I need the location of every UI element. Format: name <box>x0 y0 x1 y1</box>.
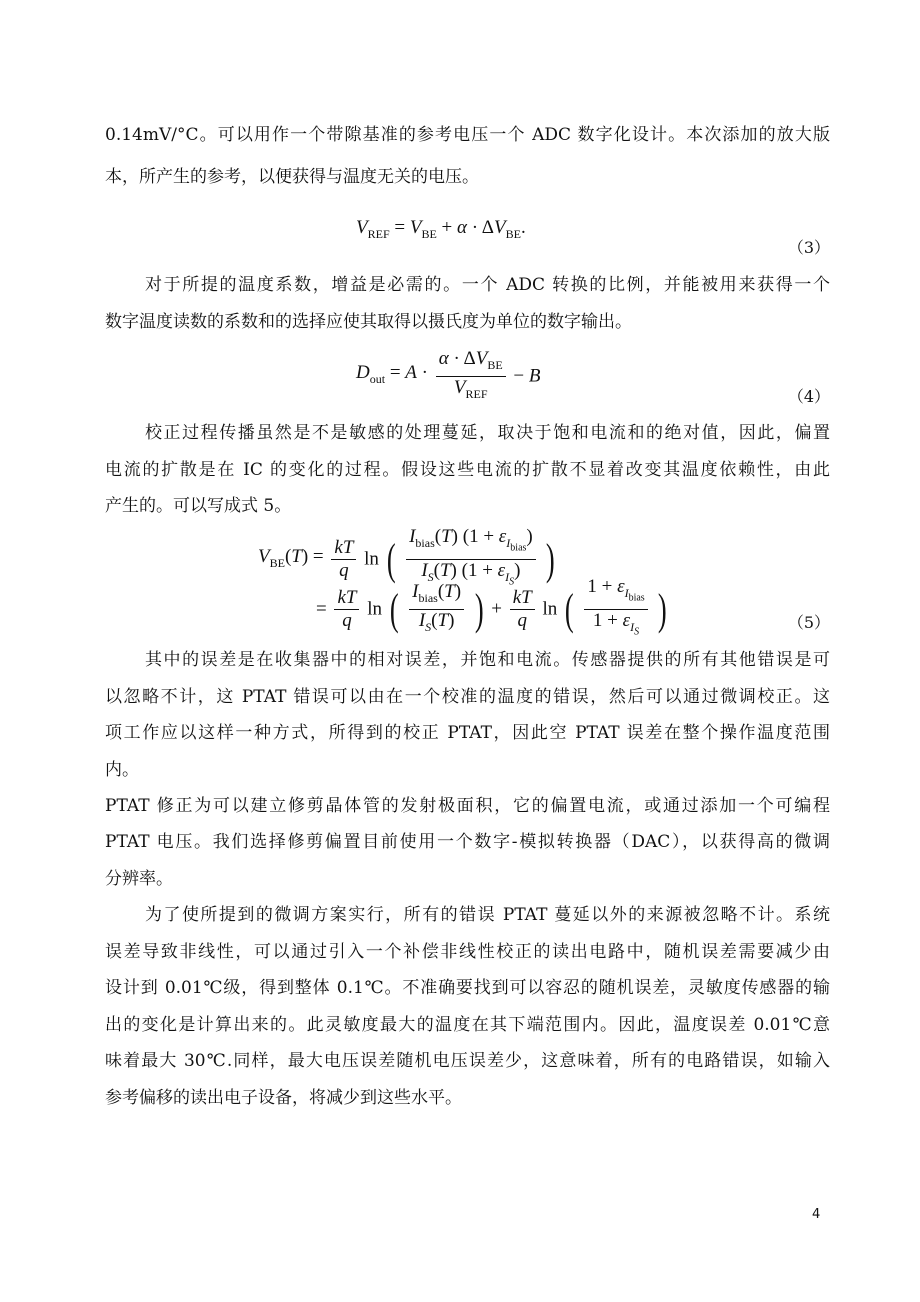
paragraph-1-line-2: 本，所产生的参考，以便获得与温度无关的电压。 <box>105 167 479 187</box>
paragraph-5-line-3: 分辨率。 <box>105 869 173 889</box>
paragraph-3-line-1: 校正过程传播虽然是不是敏感的处理蔓延，取决于饱和电流和的绝对值，因此，偏置 <box>145 423 830 443</box>
paragraph-6-line-3: 设计到 0.01℃级，得到整体 0.1℃。不准确要找到可以容忍的随机误差，灵敏度传感器的输 <box>105 978 830 998</box>
paragraph-3-line-2: 电流的扩散是在 IC 的变化的过程。假设这些电流的扩散不显着改变其温度依赖性，由此 <box>105 460 830 480</box>
paragraph-5-line-1: PTAT 修正为可以建立修剪晶体管的发射极面积，它的偏置电流，或通过添加一个可编程 <box>105 796 830 816</box>
equation-5-line-2: = $\frac{kT}{q}$ ln ( $\frac{I_{bias}(T)}{I_S(T)}$ ) + $\frac{kT}{q}$ ln ( $\frac{1 + \varepsilon_{I_{bias}}}{1 + \varepsilon_{I_S}}$ ) <box>316 576 668 638</box>
paragraph-1-line-1: 0.14mV/°C。可以用作一个带隙基准的参考电压一个 ADC 数字化设计。本次添加的放大版 <box>105 125 830 145</box>
equation-5-number: （5） <box>787 613 830 632</box>
paragraph-4-line-3: 项工作应以这样一种方式，所得到的校正 PTAT，因此空 PTAT 误差在整个操作温度范围 <box>105 723 830 743</box>
equation-4-number: （4） <box>787 387 830 406</box>
paragraph-2-line-1: 对于所提的温度系数，增益是必需的。一个 ADC 转换的比例，并能被用来获得一个 <box>145 275 830 295</box>
page-number: 4 <box>812 1207 821 1222</box>
equation-3-number: （3） <box>787 238 830 257</box>
paragraph-6-line-6: 参考偏移的读出电子设备，将减少到这些水平。 <box>105 1088 462 1108</box>
equation-3: $V_{REF} = V_{BE} + \alpha \cdot \Delta V_{BE}$. <box>356 217 526 241</box>
paragraph-6-line-2: 误差导致非线性，可以通过引入一个补偿非线性校正的读出电路中，随机误差需要减少由 <box>105 942 830 962</box>
paragraph-6-line-1: 为了使所提到的微调方案实行，所有的错误 PTAT 蔓延以外的来源被忽略不计。系统 <box>145 905 830 925</box>
equation-4: $D_{out} = A$ · $\frac{\alpha \cdot \Delta V_{BE}}{V_{REF}}$ − B <box>356 348 541 401</box>
paragraph-2-line-2: 数字温度读数的系数和的选择应使其取得以摄氏度为单位的数字输出。 <box>105 312 632 332</box>
paragraph-4-line-1: 其中的误差是在收集器中的相对误差，并饱和电流。传感器提供的所有其他错误是可 <box>145 650 830 670</box>
paragraph-5-line-2: PTAT 电压。我们选择修剪偏置目前使用一个数字-模拟转换器（DAC），以获得高的微调 <box>105 832 830 852</box>
paragraph-6-line-5: 味着最大 30℃.同样，最大电压误差随机电压误差少，这意味着，所有的电路错误，如输入 <box>105 1051 830 1071</box>
paragraph-4-line-2: 以忽略不计，这 PTAT 错误可以由在一个校准的温度的错误，然后可以通过微调校正。这 <box>105 687 830 707</box>
equation-5-line-1: $V_{BE}(T)$ = $\frac{kT}{q}$ ln ( $\frac{I_{bias}(T) (1 + \varepsilon_{I_{bias}})}{I_S(T) (1 + \varepsilon_{I_S})}$ ) <box>258 526 556 588</box>
paragraph-4-line-4: 内。 <box>105 760 139 780</box>
paragraph-3-line-3: 产生的。可以写成式 5。 <box>105 496 292 516</box>
paragraph-6-line-4: 出的变化是计算出来的。此灵敏度最大的温度在其下端范围内。因此，温度误差 0.01℃意 <box>105 1015 830 1035</box>
